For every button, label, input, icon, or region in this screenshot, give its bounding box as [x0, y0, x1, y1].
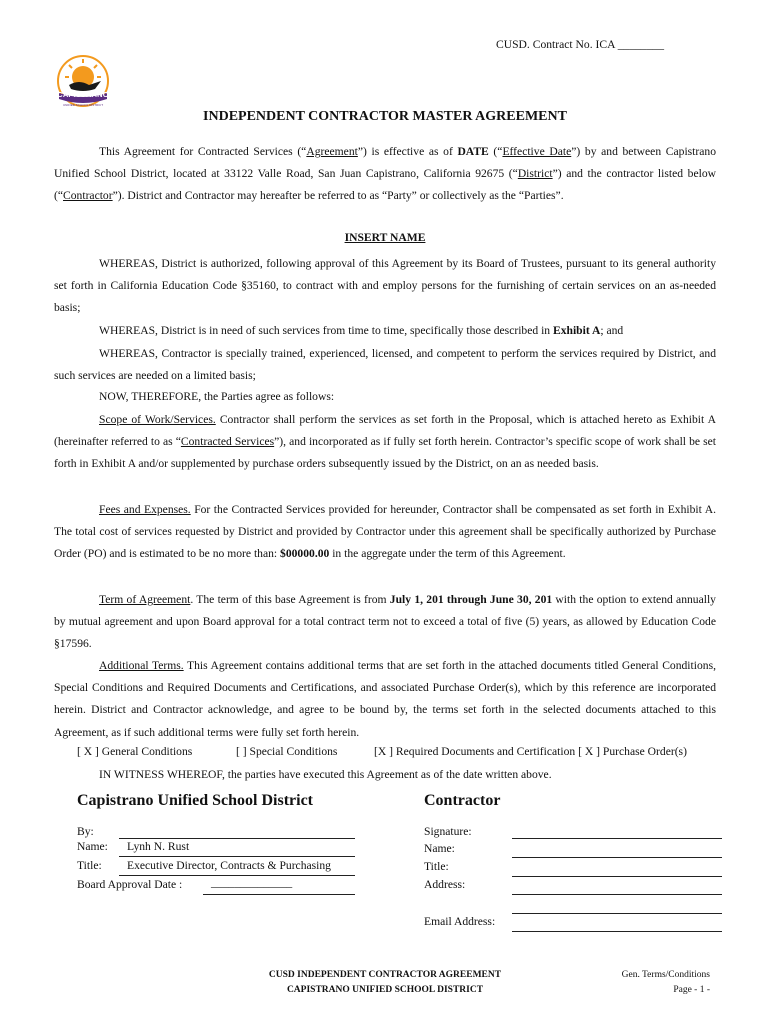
term-paragraph	[54, 589, 716, 656]
additional-text: This Agreement contains additional terms that are set forth in the attached documents titled General Conditions, Special Conditions and Required Documents and Certifications, and associated Purchase Order(s), which by this reference are incorporated herein. District and Contractor acknowledge, and agree to be bound by, the terms set forth in the selected documents attached to this Agreement, as if such additional terms were fully set forth herein.	[54, 659, 716, 739]
additional-terms-paragraph	[54, 655, 716, 744]
intro-paragraph	[54, 141, 716, 208]
scope-text-2: ”), and incorporated as if fully set forth herein. Contractor’s specific scope of work shall be set forth in Exhibit A and/or supplemented by purchase orders subsequently issued by the District, on an as needed basis.	[54, 435, 717, 471]
fees-text-2: in the aggregate under the term of this Agreement.	[329, 547, 566, 561]
witness-statement: IN WITNESS WHEREOF, the parties have executed this Agreement as of the date written above.	[99, 768, 552, 781]
now-therefore: NOW, THEREFORE, the Parties agree as follows:	[99, 390, 335, 403]
special-conditions-checkbox[interactable]: [ ] Special Conditions	[236, 745, 338, 758]
logo-text: CAPISTRANO	[57, 90, 109, 99]
district-term: District	[517, 167, 553, 181]
fees-text-1: For the Contracted Services provided for hereunder, Contractor shall be compensated as set forth in Exhibit A. The total cost of services requested by District and provided by Contractor under this agreement shall be specifically authorized by Purchase Order (PO) and is estimated to be no more than:	[54, 503, 716, 561]
scope-heading: Scope of Work/Services.	[99, 413, 216, 426]
fees-heading: Fees and Expenses.	[99, 503, 191, 516]
district-name-value: Lynh N. Rust	[127, 840, 190, 853]
logo-subtext: UNIFIED SCHOOL DISTRICT	[62, 103, 104, 107]
intro-text-5: ”) and the contractor listed below (“	[54, 167, 716, 203]
whereas-authority: WHEREAS, District is authorized, following approval of this Agreement by its Board of Trustees, pursuant to its general authority set forth in California Education Code §35160, to contract with and employ persons for the furnishing of certain services on an as-needed basis;	[54, 257, 716, 315]
intro-text-4: ”) by and between Capistrano Unified School District, located at 33122 Valle Road, San Juan Capistrano, California 92675 (“	[54, 145, 716, 181]
scope-text-1: Contractor shall perform the services as set forth in the Proposal, which is attached hereto as Exhibit A (hereinafter referred to as “	[54, 413, 716, 449]
board-approval-line[interactable]	[203, 894, 355, 895]
effective-date-value: DATE	[457, 145, 489, 158]
intro-text-2: ”) is effective as of	[357, 145, 458, 158]
contractor-name-line[interactable]	[512, 857, 722, 858]
whereas-need-text-1: WHEREAS, District is in need of such services from time to time, specifically those described in	[99, 324, 553, 337]
intro-text-6: ”). District and Contractor may hereafter be referred to as “Party” or collectively as the “Parties”.	[112, 189, 564, 203]
whereas-need	[54, 320, 716, 342]
contractor-name-label: Name:	[424, 842, 455, 855]
board-approval-label: Board Approval Date :	[77, 878, 183, 891]
district-logo	[55, 55, 111, 117]
effective-date-term: Effective Date	[502, 145, 572, 158]
contract-number: CUSD. Contract No. ICA ________	[496, 38, 665, 51]
board-approval-value[interactable]: ______________	[211, 876, 293, 889]
footer-district-name: CAPISTRANO UNIFIED SCHOOL DISTRICT	[286, 985, 484, 995]
contractor-email-line[interactable]	[512, 931, 722, 932]
district-by-line[interactable]	[119, 838, 355, 839]
agreement-term: Agreement	[306, 145, 358, 158]
contractor-signature-line[interactable]	[512, 838, 722, 839]
term-dates: July 1, 201 through June 30, 201	[389, 593, 553, 606]
contractor-signature-label: Signature:	[424, 825, 472, 838]
district-title-value: Executive Director, Contracts & Purchasing	[127, 859, 331, 872]
intro-text-3: (“	[488, 145, 503, 158]
required-documents-checkbox[interactable]: [X ] Required Documents and Certification [ X ] Purchase Order(s)	[374, 745, 687, 758]
term-text-1: . The term of this base Agreement is from	[190, 593, 390, 606]
contractor-address-line-1[interactable]	[512, 894, 722, 895]
contractor-title-line[interactable]	[512, 876, 722, 877]
fees-paragraph	[54, 499, 716, 566]
whereas-trained: WHEREAS, Contractor is specially trained, experienced, licensed, and competent to perform the services required by District, and such services are needed on a limited basis;	[54, 347, 716, 383]
additional-heading: Additional Terms.	[99, 659, 184, 672]
whereas-need-text-2: ; and	[600, 324, 624, 337]
footer-agreement-name: CUSD INDEPENDENT CONTRACTOR AGREEMENT	[268, 970, 502, 980]
logo-emblem-icon	[55, 55, 111, 117]
contractor-term: Contractor	[63, 189, 113, 203]
district-name-line[interactable]	[119, 856, 355, 857]
district-heading: Capistrano Unified School District	[77, 792, 313, 809]
footer-section-name: Gen. Terms/Conditions	[621, 970, 710, 980]
document-title: INDEPENDENT CONTRACTOR MASTER AGREEMENT	[203, 109, 567, 124]
footer-page-number: Page - 1 -	[673, 985, 710, 995]
intro-text-1: This Agreement for Contracted Services (“	[99, 145, 307, 158]
contractor-address-line-2[interactable]	[512, 913, 722, 914]
exhibit-a-ref: Exhibit A	[552, 324, 601, 337]
fees-amount: $00000.00	[280, 547, 330, 561]
contractor-address-label: Address:	[424, 878, 466, 891]
district-name-label: Name:	[77, 840, 108, 853]
insert-name-placeholder: INSERT NAME	[344, 231, 426, 244]
district-by-label: By:	[77, 825, 94, 838]
scope-of-work-paragraph	[54, 409, 716, 476]
general-conditions-checkbox[interactable]: [ X ] General Conditions	[77, 745, 193, 758]
district-title-label: Title:	[77, 859, 102, 872]
contractor-email-label: Email Address:	[424, 915, 496, 928]
contractor-heading: Contractor	[424, 792, 501, 809]
contracted-services-term: Contracted Services	[180, 435, 275, 449]
term-heading: Term of Agreement	[99, 593, 191, 606]
contractor-title-label: Title:	[424, 860, 449, 873]
term-text-2: with the option to extend annually by mutual agreement and upon Board approval for a total contract term not to exceed a total of five (5) years, as allowed by Education Code §17596.	[54, 593, 716, 651]
